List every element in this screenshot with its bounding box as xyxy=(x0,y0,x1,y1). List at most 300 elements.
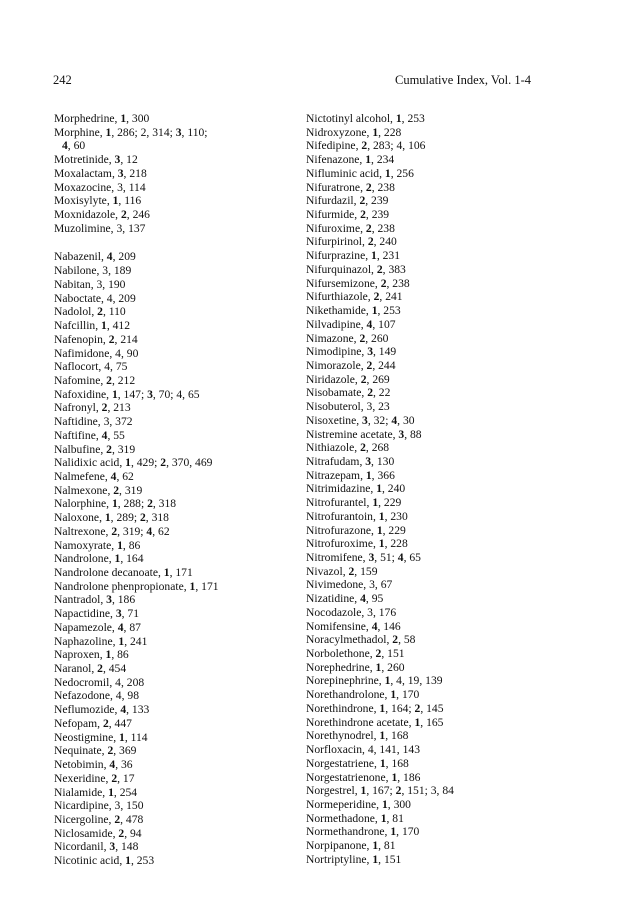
index-entry xyxy=(306,112,556,126)
entry-text: Nitrofurantoin, xyxy=(306,509,379,523)
index-entry xyxy=(54,470,292,484)
page-header xyxy=(53,73,531,89)
entry-text: , 107 xyxy=(372,317,396,331)
index-entry xyxy=(306,537,556,551)
entry-text: Normethandrone, xyxy=(306,825,391,839)
entry-text: , 366 xyxy=(371,468,395,482)
volume-number: 2 xyxy=(139,511,146,525)
entry-text: Norgestatrienone, xyxy=(306,770,392,784)
entry-text: Nivimedone, 3, 67 xyxy=(306,578,393,592)
index-entry xyxy=(54,786,292,800)
index-entry xyxy=(54,456,292,470)
volume-number: 1 xyxy=(379,701,386,715)
entry-text: Moxnidazole, xyxy=(54,208,121,222)
volume-number: 2 xyxy=(365,221,372,235)
entry-text: , 86 xyxy=(111,648,129,662)
section-gap xyxy=(54,235,292,250)
volume-number: 1 xyxy=(390,688,397,702)
volume-number: 2 xyxy=(106,373,112,387)
entry-text: , 88 xyxy=(404,427,422,441)
index-entry xyxy=(306,386,556,400)
entry-text: , 231 xyxy=(376,249,401,263)
index-entry xyxy=(306,290,556,304)
entry-text: Naranol, xyxy=(54,662,98,676)
entry-text: , 170 xyxy=(396,688,420,702)
index-entry-continuation xyxy=(54,139,292,153)
entry-text: Norpipanone, xyxy=(306,839,373,853)
volume-number: 1 xyxy=(117,538,123,552)
index-entry xyxy=(54,744,292,758)
index-entry xyxy=(306,318,556,332)
entry-text: Normeperidine, xyxy=(306,797,382,811)
volume-number: 1 xyxy=(119,730,125,744)
entry-text: , 218 xyxy=(123,166,147,180)
index-entry xyxy=(54,525,292,539)
index-entry xyxy=(54,153,292,167)
volume-number: 1 xyxy=(379,756,386,770)
entry-text: Norethandrolone, xyxy=(306,688,391,702)
entry-text: , 318 xyxy=(145,511,169,525)
entry-text: Moxisylyte, xyxy=(54,194,113,208)
index-entry xyxy=(306,812,556,826)
volume-number: 3 xyxy=(365,454,372,468)
entry-text: , 81 xyxy=(386,811,404,825)
index-entry xyxy=(54,813,292,827)
volume-number: 4 xyxy=(371,619,378,633)
entry-text: , 110; xyxy=(181,125,208,139)
index-entry xyxy=(54,703,292,717)
entry-text: Nifuroxime, xyxy=(306,221,366,235)
volume-number: 4 xyxy=(106,250,113,264)
entry-text: , 159 xyxy=(354,564,378,578)
volume-number: 1 xyxy=(372,496,379,510)
entry-text: Nitrofurantel, xyxy=(306,496,373,510)
entry-text: , 319 xyxy=(119,483,143,497)
index-entry xyxy=(306,716,556,730)
entry-text: , 253 xyxy=(401,112,425,125)
index-entry xyxy=(54,319,292,333)
entry-text: Napactidine, xyxy=(54,607,116,621)
index-entry xyxy=(54,676,292,690)
index-entry xyxy=(306,414,556,428)
entry-text: , 171 xyxy=(169,566,193,579)
index-entry xyxy=(306,551,556,565)
volume-number: 2 xyxy=(160,456,167,470)
entry-text: Nifurprazine, xyxy=(306,249,372,263)
volume-number: 4 xyxy=(62,139,68,153)
entry-text: Nisoxetine, xyxy=(306,413,363,427)
entry-text: Nomifensine, xyxy=(306,619,372,633)
volume-number: 1 xyxy=(384,166,391,180)
index-entry xyxy=(54,799,292,813)
entry-text: , 383 xyxy=(382,262,406,276)
index-entry xyxy=(54,126,292,140)
entry-text: Nitrofurazone, xyxy=(306,523,377,537)
volume-number: 1 xyxy=(114,552,121,566)
index-entry xyxy=(54,292,292,306)
entry-text: Nitromifene, xyxy=(306,551,369,564)
entry-text: , 110 xyxy=(102,305,126,319)
volume-number: 2 xyxy=(392,633,399,647)
index-entry xyxy=(306,825,556,839)
index-entry xyxy=(306,496,556,510)
volume-number: 2 xyxy=(111,771,118,785)
entry-text: Naloxone, xyxy=(54,511,105,525)
volume-number: 3 xyxy=(109,840,116,854)
entry-text: Nifuratrone, xyxy=(306,180,366,194)
entry-text: Naflocort, 4, 75 xyxy=(54,360,128,374)
volume-number: 1 xyxy=(378,537,385,551)
entry-text: Nantradol, xyxy=(54,593,107,607)
volume-number: 1 xyxy=(111,387,118,401)
entry-text: Nabitan, 3, 190 xyxy=(54,277,126,291)
entry-text: , 186 xyxy=(111,593,136,607)
index-entry xyxy=(306,428,556,442)
entry-text: , 60 xyxy=(67,139,86,153)
entry-text: Nicotinic acid, xyxy=(54,854,126,868)
page-number: 242 xyxy=(53,73,72,87)
volume-number: 4 xyxy=(110,469,117,483)
entry-text: , 55 xyxy=(107,428,125,442)
entry-text: Nalidixic acid, xyxy=(54,456,126,470)
volume-number: 1 xyxy=(108,785,114,799)
volume-number: 2 xyxy=(414,701,421,715)
entry-text: , 286; 2, 314; xyxy=(111,125,176,139)
entry-text: , 171 xyxy=(195,579,219,593)
volume-number: 1 xyxy=(391,770,398,784)
index-entry xyxy=(54,264,292,278)
entry-text: Norephedrine, xyxy=(306,660,376,674)
entry-text: Nifluminic acid, xyxy=(306,166,385,180)
index-entry xyxy=(306,798,556,812)
volume-number: 2 xyxy=(102,716,109,730)
volume-number: 2 xyxy=(395,784,402,798)
index-entry xyxy=(306,139,556,153)
entry-text: Naftidine, 3, 372 xyxy=(54,415,133,429)
entry-text: , 246 xyxy=(126,208,150,222)
volume-number: 1 xyxy=(125,456,131,470)
volume-number: 2 xyxy=(111,524,118,538)
entry-text: Nitrazepam, xyxy=(306,468,366,482)
volume-number: 1 xyxy=(372,839,379,853)
index-entry xyxy=(306,222,556,236)
volume-number: 3 xyxy=(175,125,182,139)
entry-text: , 114 xyxy=(124,730,148,744)
entry-text: , 36 xyxy=(115,758,133,772)
volume-number: 1 xyxy=(111,497,118,511)
index-entry xyxy=(306,126,556,140)
entry-text: Nafimidone, 4, 90 xyxy=(54,346,139,360)
index-entry xyxy=(306,633,556,647)
index-entry xyxy=(306,702,556,716)
entry-text: , 319 xyxy=(111,442,136,456)
volume-number: 2 xyxy=(360,441,366,455)
entry-text: , 146 xyxy=(377,619,401,633)
entry-text: , 234 xyxy=(371,153,395,167)
entry-text: , 164; xyxy=(385,701,415,715)
entry-text: Norethindrone acetate, xyxy=(306,715,415,729)
entry-text: , 288; xyxy=(117,497,148,511)
entry-text: , 17 xyxy=(117,771,135,785)
volume-number: 2 xyxy=(359,194,366,208)
index-entry xyxy=(306,194,556,208)
entry-text: Morphine, xyxy=(54,125,106,139)
volume-number: 2 xyxy=(118,826,125,840)
index-entry xyxy=(306,674,556,688)
index-entry xyxy=(306,661,556,675)
entry-text: , 95 xyxy=(365,592,384,606)
entry-text: Nizatidine, xyxy=(306,592,361,606)
volume-number: 1 xyxy=(380,811,387,825)
volume-number: 1 xyxy=(118,634,125,648)
index-entry xyxy=(306,373,556,387)
entry-text: , 168 xyxy=(385,729,409,743)
index-entry xyxy=(306,332,556,346)
entry-text: , 478 xyxy=(120,812,144,826)
index-entry xyxy=(306,771,556,785)
index-entry xyxy=(54,374,292,388)
volume-number: 1 xyxy=(384,674,391,688)
entry-text: Neflumozide, xyxy=(54,703,121,717)
volume-number: 3 xyxy=(398,427,405,441)
entry-text: , 81 xyxy=(378,839,396,853)
entry-text: , 230 xyxy=(384,509,408,523)
volume-number: 3 xyxy=(147,387,153,401)
entry-text: , 151 xyxy=(378,852,402,866)
index-entry xyxy=(306,167,556,181)
entry-text: , 151 xyxy=(381,647,405,661)
entry-text: , 241 xyxy=(379,290,403,304)
index-entry xyxy=(54,772,292,786)
entry-text: Nimazone, xyxy=(306,331,360,345)
entry-text: Nithiazole, xyxy=(306,441,361,455)
volume-number: 2 xyxy=(367,235,374,249)
entry-text: Nifursemizone, xyxy=(306,276,381,290)
entry-text: , 238 xyxy=(371,221,395,235)
index-entry xyxy=(54,347,292,361)
entry-text: , 58 xyxy=(398,633,416,647)
entry-text: , 62 xyxy=(116,469,134,483)
entry-text: Netobimin, xyxy=(54,758,110,772)
entry-text: Norbolethone, xyxy=(306,647,376,661)
entry-text: , 145 xyxy=(420,701,444,715)
index-entry xyxy=(306,455,556,469)
index-entry xyxy=(306,757,556,771)
entry-text: Nifurquinazol, xyxy=(306,262,377,276)
volume-number: 1 xyxy=(395,112,402,125)
entry-text: Nialamide, xyxy=(54,785,109,799)
entry-text: Nidroxyzone, xyxy=(306,125,373,139)
entry-text: Norgestrel, xyxy=(306,784,361,798)
index-entry xyxy=(306,277,556,291)
volume-number: 1 xyxy=(372,852,379,866)
entry-text: Nalmefene, xyxy=(54,469,111,483)
index-entry xyxy=(306,578,556,592)
volume-number: 2 xyxy=(114,812,121,826)
entry-text: , 369 xyxy=(113,744,137,758)
entry-text: , 22 xyxy=(372,386,391,400)
entry-text: , 32; xyxy=(367,413,392,427)
volume-number: 4 xyxy=(360,592,366,606)
index-entry xyxy=(54,689,292,703)
index-entry xyxy=(54,305,292,319)
entry-text: Nifedipine, xyxy=(306,139,362,153)
entry-text: Nifurdazil, xyxy=(306,194,360,208)
volume-number: 1 xyxy=(101,319,107,333)
index-entry xyxy=(306,729,556,743)
index-entry xyxy=(54,497,292,511)
entry-text: Nimodipine, xyxy=(306,345,368,359)
entry-text: , 370, 469 xyxy=(166,456,213,470)
index-entry xyxy=(54,580,292,594)
index-entry xyxy=(54,511,292,525)
entry-text: Nifurmide, xyxy=(306,208,361,222)
entry-text: Nalbufine, xyxy=(54,442,107,456)
volume-number: 4 xyxy=(366,317,373,331)
entry-text: , 12 xyxy=(120,153,138,167)
entry-text: , 213 xyxy=(107,401,131,415)
volume-number: 2 xyxy=(380,276,387,290)
entry-text: Nefazodone, 4, 98 xyxy=(54,689,139,703)
index-entry xyxy=(54,415,292,429)
entry-text: Nocodazole, 3, 176 xyxy=(306,605,397,619)
index-entry xyxy=(54,731,292,745)
entry-text: Nilvadipine, xyxy=(306,317,367,331)
index-entry xyxy=(306,743,556,757)
entry-text: Nitrimidazine, xyxy=(306,482,377,496)
entry-text: Naboctate, 4, 209 xyxy=(54,291,136,305)
index-entry xyxy=(54,854,292,868)
entry-text: , 238 xyxy=(386,276,410,290)
volume-number: 1 xyxy=(381,797,388,811)
index-entry xyxy=(306,482,556,496)
index-entry xyxy=(306,359,556,373)
entry-text: Motretinide, xyxy=(54,153,115,167)
index-entry xyxy=(54,112,292,126)
volume-number: 1 xyxy=(414,715,421,729)
entry-text: , 240 xyxy=(373,235,397,249)
entry-text: Nequinate, xyxy=(54,744,108,758)
index-entry xyxy=(306,784,556,798)
entry-text: Napamezole, xyxy=(54,620,118,634)
index-entry xyxy=(54,566,292,580)
index-entry xyxy=(306,345,556,359)
volume-number: 3 xyxy=(115,607,122,621)
volume-number: 2 xyxy=(373,290,380,304)
volume-number: 1 xyxy=(104,511,111,525)
volume-number: 2 xyxy=(360,372,367,386)
entry-text: Nabilone, 3, 189 xyxy=(54,264,132,278)
volume-number: 3 xyxy=(367,345,373,359)
index-entry xyxy=(54,593,292,607)
entry-text: , 253 xyxy=(130,854,155,868)
entry-text: Namoxyrate, xyxy=(54,538,118,552)
entry-text: Normethadone, xyxy=(306,811,381,825)
entry-text: , 239 xyxy=(365,194,389,208)
index-entry xyxy=(306,688,556,702)
volume-number: 4 xyxy=(109,758,116,772)
entry-text: , 228 xyxy=(378,125,402,139)
index-entry xyxy=(306,153,556,167)
index-entry xyxy=(54,717,292,731)
index-entry xyxy=(54,635,292,649)
volume-number: 1 xyxy=(371,304,378,318)
volume-number: 3 xyxy=(114,153,121,167)
index-entry xyxy=(54,758,292,772)
volume-number: 1 xyxy=(376,482,382,496)
volume-number: 1 xyxy=(365,468,372,482)
volume-number: 1 xyxy=(375,660,382,674)
entry-text: Nafoxidine, xyxy=(54,387,112,401)
volume-number: 2 xyxy=(367,386,373,400)
entry-text: , 149 xyxy=(372,345,397,359)
index-entry xyxy=(306,606,556,620)
volume-number: 2 xyxy=(365,180,372,194)
entry-text: , 254 xyxy=(113,785,138,799)
entry-text: , 4, 19, 139 xyxy=(390,674,443,688)
entry-text: , 116 xyxy=(118,194,142,208)
volume-number: 1 xyxy=(365,153,372,167)
index-entry xyxy=(54,539,292,553)
entry-text: , 165 xyxy=(420,715,444,729)
index-entry xyxy=(54,401,292,415)
index-entry xyxy=(306,441,556,455)
index-entry xyxy=(306,620,556,634)
volume-number: 2 xyxy=(360,208,366,222)
index-entry xyxy=(306,592,556,606)
entry-text: , 229 xyxy=(382,523,406,537)
index-entry xyxy=(306,263,556,277)
volume-number: 3 xyxy=(368,551,375,564)
entry-text: Nifurpirinol, xyxy=(306,235,368,249)
volume-number: 4 xyxy=(391,413,398,427)
volume-number: 1 xyxy=(390,825,397,839)
index-entry xyxy=(54,194,292,208)
entry-text: Norgestatriene, xyxy=(306,756,380,770)
index-entry xyxy=(306,510,556,524)
entry-text: , 228 xyxy=(384,537,408,551)
index-entry xyxy=(54,181,292,195)
index-column-right xyxy=(306,112,556,867)
index-entry xyxy=(54,250,292,264)
entry-text: , 186 xyxy=(397,770,421,784)
entry-text: Nivazol, xyxy=(306,564,349,578)
entry-text: Nicordanil, xyxy=(54,840,110,854)
entry-text: Morphedrine, xyxy=(54,112,121,125)
index-entry xyxy=(54,840,292,854)
volume-number: 4 xyxy=(146,524,153,538)
index-entry xyxy=(306,235,556,249)
index-entry xyxy=(306,469,556,483)
volume-number: 2 xyxy=(366,358,373,372)
entry-text: Nisobamate, xyxy=(306,386,368,400)
entry-text: , 212 xyxy=(111,373,136,387)
entry-text: , 71 xyxy=(121,607,139,621)
volume-number: 3 xyxy=(362,413,368,427)
entry-text: , 268 xyxy=(365,441,390,455)
entry-text: Nafomine, xyxy=(54,373,107,387)
entry-text: , 260 xyxy=(365,331,389,345)
volume-number: 1 xyxy=(379,729,386,743)
index-entry xyxy=(306,647,556,661)
entry-text: Nitrafudam, xyxy=(306,454,366,468)
entry-text: , 170 xyxy=(396,825,420,839)
entry-text: , 209 xyxy=(112,250,136,264)
entry-text: , 429; xyxy=(130,456,161,470)
entry-text: , 300 xyxy=(387,797,411,811)
entry-text: Nitrofuroxime, xyxy=(306,537,379,551)
entry-text: , 447 xyxy=(108,716,132,730)
